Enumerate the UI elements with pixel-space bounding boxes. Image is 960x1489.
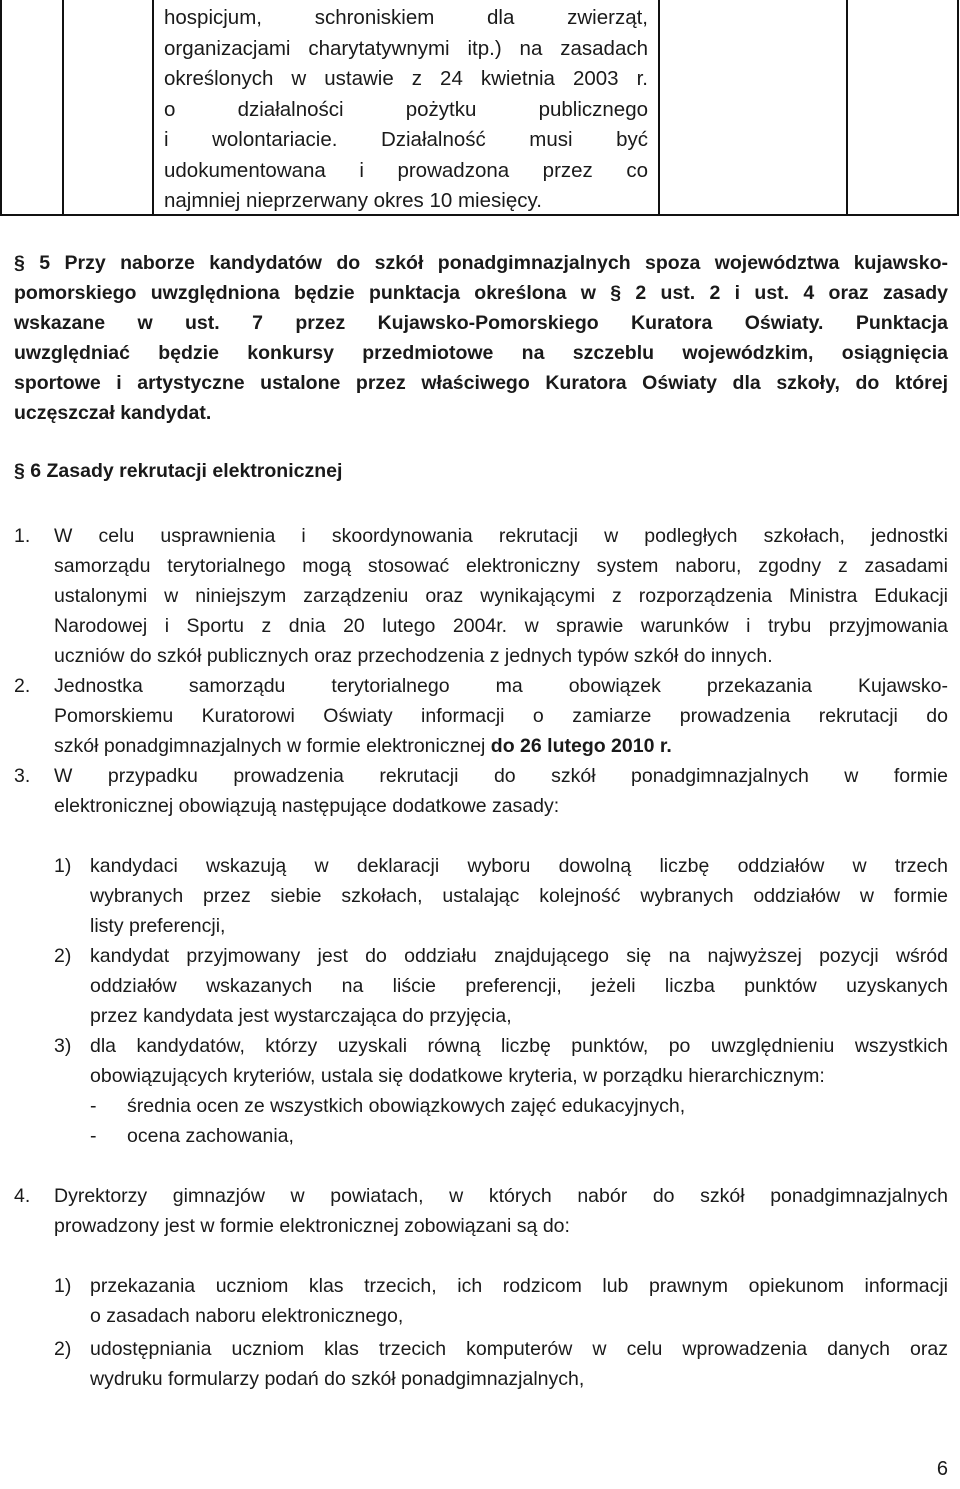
cell-line: organizacjami charytatywnymi itp.) na zasadach <box>164 36 648 60</box>
sub-item-line: wydruku formularzy podań do szkół ponadgimnazjalnych, <box>90 1368 585 1390</box>
page-number: 6 <box>936 1458 948 1480</box>
table-border-col1 <box>62 0 64 214</box>
sub-item-body <box>90 1271 948 1331</box>
sub-item-body <box>90 851 948 941</box>
sub-item-body <box>90 1334 948 1394</box>
paragraph-number: 3. <box>14 765 31 787</box>
section-5-line: uwzględniać będzie konkursy przedmiotowe na szczeblu wojewódzkim, osiągnięcia <box>14 342 948 364</box>
cell-line: udokumentowana i prowadzona przez co <box>164 158 648 182</box>
dash-marker: - <box>90 1125 97 1147</box>
sub-item-line: przekazania uczniom klas trzecich, ich rodzicom lub prawnym opiekunom informacji <box>90 1275 948 1297</box>
table-border-right <box>957 0 959 214</box>
sub-item-body <box>90 941 948 1031</box>
paragraph-line: W celu usprawnienia i skoordynowania rekrutacji w podległych szkołach, jednostki <box>54 525 948 547</box>
table-border-col4 <box>846 0 848 214</box>
sub-item-line: obowiązujących kryteriów, ustala się dodatkowe kryteria, w porządku hierarchicznym: <box>90 1065 825 1087</box>
table-border-left <box>0 0 2 214</box>
section-6-heading: § 6 Zasady rekrutacji elektronicznej <box>14 460 343 482</box>
paragraph-line: uczniów do szkół publicznych oraz przechodzenia z jednych typów szkół do innych. <box>54 645 773 667</box>
paragraph-number: 2. <box>14 675 31 697</box>
paragraph-line: prowadzony jest w formie elektronicznej zobowiązani są do: <box>54 1215 570 1237</box>
paragraph-line: Jednostka samorządu terytorialnego ma obowiązek przekazania Kujawsko- <box>54 675 948 697</box>
sub-item-line: o zasadach naboru elektronicznego, <box>90 1305 404 1327</box>
section-5-line: wskazane w ust. 7 przez Kujawsko-Pomorskiego Kuratora Oświaty. Punktacja <box>14 312 948 334</box>
paragraph-body <box>54 1181 948 1241</box>
sub-item-line: oddziałów wskazanych na liście preferencji, jeżeli liczba punktów uzyskanych <box>90 975 948 997</box>
section-5-paragraph <box>14 248 948 428</box>
sub-item-number: 3) <box>54 1035 72 1057</box>
cell-line: najmniej nieprzerwany okres 10 miesięcy. <box>164 189 542 212</box>
paragraph-number: 4. <box>14 1185 31 1207</box>
dash-text: średnia ocen ze wszystkich obowiązkowych zajęć edukacyjnych, <box>127 1095 686 1117</box>
deadline-date: do 26 lutego 2010 r. <box>490 735 672 757</box>
sub-item-body <box>90 1031 948 1091</box>
dash-marker: - <box>90 1095 97 1117</box>
table-border-col2 <box>152 0 154 214</box>
section-5-line: sportowe i artystyczne ustalone przez właściwego Kuratora Oświaty dla szkoły, do której <box>14 372 948 394</box>
paragraph-body <box>54 761 948 821</box>
paragraph-line: Dyrektorzy gimnazjów w powiatach, w których nabór do szkół ponadgimnazjalnych <box>54 1185 948 1207</box>
section-5-line: pomorskiego uwzględniona będzie punktacja określona w § 2 ust. 2 i ust. 4 oraz zasady <box>14 282 948 304</box>
cell-line: i wolontariacie. Działalność musi być <box>164 128 648 151</box>
paragraph-line: Narodowej i Sportu z dnia 20 lutego 2004r. w sprawie warunków i trybu przyjmowania <box>54 615 948 637</box>
sub-item-line: przez kandydata jest wystarczająca do przyjęcia, <box>90 1005 512 1027</box>
paragraph-line <box>54 731 948 761</box>
deadline-text: szkół ponadgimnazjalnych w formie elektronicznej <box>54 735 491 757</box>
paragraph-line: W przypadku prowadzenia rekrutacji do szkół ponadgimnazjalnych w formie <box>54 765 948 787</box>
continued-table <box>0 0 959 216</box>
sub-item-number: 1) <box>54 855 72 877</box>
sub-item-line: udostępniania uczniom klas trzecich komputerów w celu wprowadzenia danych oraz <box>90 1338 948 1360</box>
table-border-col3 <box>658 0 660 214</box>
paragraph-line: ustalonymi w niniejszym zarządzeniu oraz wynikającymi z rozporządzenia Ministra Edukacji <box>54 585 948 607</box>
section-5-line: uczęszczał kandydat. <box>14 402 212 424</box>
paragraph-body <box>54 521 948 671</box>
sub-item-number: 2) <box>54 945 72 967</box>
sub-item-line: kandydat przyjmowany jest do oddziału znajdującego się na najwyższej pozycji wśród <box>90 945 948 967</box>
cell-line: określonych w ustawie z 24 kwietnia 2003 r. <box>164 67 648 90</box>
sub-item-line: wybranych przez siebie szkołach, ustalając kolejność wybranych oddziałów w formie <box>90 885 948 907</box>
sub-item-number: 2) <box>54 1338 72 1360</box>
sub-item-line: kandydaci wskazują w deklaracji wyboru dowolną liczbę oddziałów w trzech <box>90 855 948 877</box>
paragraph-body <box>54 671 948 761</box>
sub-item-number: 1) <box>54 1275 72 1297</box>
cell-line: hospicjum, schroniskiem dla zwierząt, <box>164 6 648 29</box>
cell-line: o działalności pożytku publicznego <box>164 97 648 121</box>
section-5-line: § 5 Przy naborze kandydatów do szkół ponadgimnazjalnych spoza województwa kujawsko- <box>14 252 948 274</box>
table-cell-text <box>164 3 648 217</box>
paragraph-line: Pomorskiemu Kuratorowi Oświaty informacji o zamiarze prowadzenia rekrutacji do <box>54 705 948 727</box>
paragraph-line: elektronicznej obowiązują następujące dodatkowe zasady: <box>54 795 560 817</box>
sub-item-line: dla kandydatów, którzy uzyskali równą liczbę punktów, po uwzględnieniu wszystkich <box>90 1035 948 1057</box>
paragraph-line: samorządu terytorialnego mogą stosować elektroniczny system naboru, zgodny z zasadami <box>54 555 948 577</box>
paragraph-number: 1. <box>14 525 31 547</box>
dash-text: ocena zachowania, <box>127 1125 294 1147</box>
sub-item-line: listy preferencji, <box>90 915 226 937</box>
